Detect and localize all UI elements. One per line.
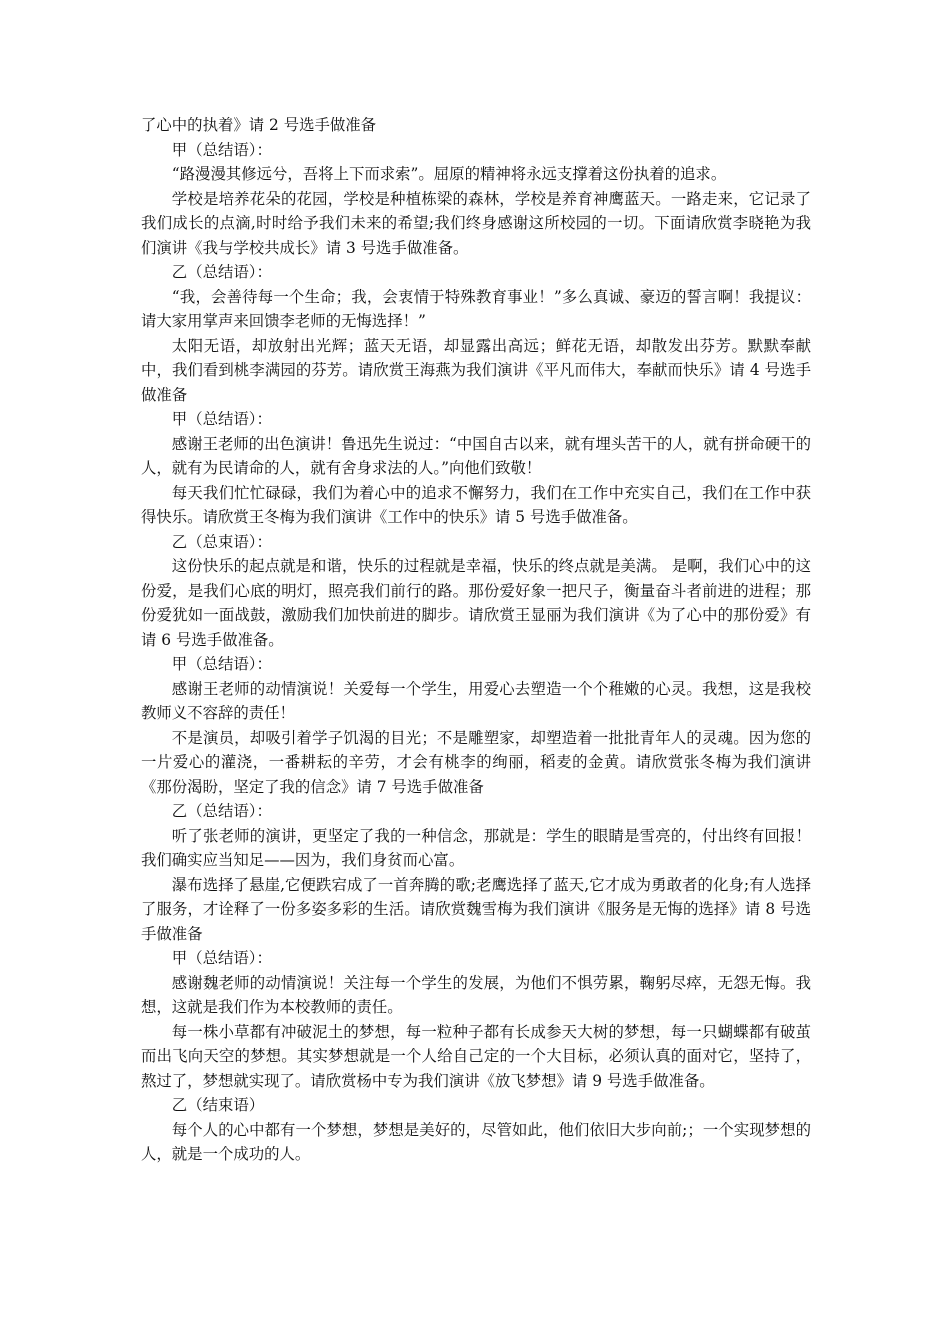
speaker-heading-jia: 甲（总结语）：: [171, 140, 272, 159]
paragraph: 每一株小草都有冲破泥土的梦想，每一粒种子都有长成参天大树的梦想，每一只蝴蝶都有破茧而出飞向天空的梦想。其实梦想就是一个人给自己定的一个大目标，必须认真的面对它，坚持了，熬过了，梦想就实现了。请欣赏杨中专为我们演讲《放飞梦想》请 9 号选手做准备。: [141, 1022, 811, 1090]
paragraph: 瀑布选择了悬崖,它便跌宕成了一首奔腾的歌;老鹰选择了蓝天,它才成为勇敢者的化身;有人选择了服务，才诠释了一份多姿多彩的生活。请欣赏魏雪梅为我们演讲《服务是无悔的选择》请 8 号选手做准备: [141, 875, 811, 943]
paragraph: 太阳无语，却放射出光辉；蓝天无语，却显露出高远；鲜花无语，却散发出芬芳。默默奉献中，我们看到桃李满园的芬芳。请欣赏王海燕为我们演讲《平凡而伟大，奉献而快乐》请 4 号选手做准备: [141, 336, 811, 404]
paragraph-continuation: 了心中的执着》请 2 号选手做准备: [141, 116, 377, 134]
speaker-heading-yi: 乙（总结语）：: [171, 802, 272, 820]
speaker-heading-yi: 乙（总束语）：: [171, 532, 272, 551]
paragraph: 不是演员，却吸引着学子饥渴的目光；不是雕塑家，却塑造着一批批青年人的灵魂。因为您的一片爱心的灌浇，一番耕耘的辛劳，才会有桃李的绚丽，稻麦的金黄。请欣赏张冬梅为我们演讲《那份渴盼，坚定了我的信念》请 7 号选手做准备: [141, 728, 811, 796]
paragraph: “我，会善待每一个生命；我，会衷情于特殊教育事业！”多么真诚、豪迈的誓言啊！我提议：请大家用掌声来回馈李老师的无悔选择！”: [141, 287, 811, 330]
document-page: [141, 113, 811, 1167]
paragraph: 听了张老师的演讲，更坚定了我的一种信念，那就是：学生的眼睛是雪亮的，付出终有回报！我们确实应当知足——因为，我们身贫而心富。: [141, 826, 811, 869]
paragraph: 感谢王老师的出色演讲！鲁迅先生说过：“中国自古以来，就有埋头苦干的人，就有拼命硬干的人，就有为民请命的人，就有舍身求法的人。”向他们致敬！: [141, 434, 811, 477]
paragraph: 每天我们忙忙碌碌，我们为着心中的追求不懈努力，我们在工作中充实自己，我们在工作中获得快乐。请欣赏王冬梅为我们演讲《工作中的快乐》请 5 号选手做准备。: [141, 483, 811, 526]
paragraph: 这份快乐的起点就是和谐，快乐的过程就是幸福，快乐的终点就是美满。 是啊，我们心中的这份爱，是我们心底的明灯，照亮我们前行的路。那份爱好象一把尺子，衡量奋斗者前进的进程；那份爱犹如一面战鼓，激励我们加快前进的脚步。请欣赏王显丽为我们演讲《为了心中的那份爱》有请 6 号选手做准备。: [141, 557, 811, 649]
paragraph: 感谢王老师的动情演说！关爱每一个学生，用爱心去塑造一个个稚嫩的心灵。我想，这是我校教师义不容辞的责任！: [141, 679, 811, 722]
speaker-heading-yi: 乙（总结语）：: [171, 263, 272, 281]
speaker-heading-jia: 甲（总结语）：: [171, 949, 272, 967]
paragraph: “路漫漫其修远兮，吾将上下而求索”。屈原的精神将永远支撑着这份执着的追求。: [171, 165, 727, 183]
paragraph: 感谢魏老师的动情演说！关注每一个学生的发展，为他们不惧劳累，鞠躬尽瘁，无怨无悔。我想，这就是我们作为本校教师的责任。: [141, 973, 811, 1016]
speaker-heading-yi: 乙（结束语）: [171, 1096, 265, 1114]
speaker-heading-jia: 甲（总结语）：: [171, 655, 272, 673]
speaker-heading-jia: 甲（总结语）：: [171, 410, 272, 428]
paragraph: 每个人的心中都有一个梦想，梦想是美好的，尽管如此，他们依旧大步向前;；一个实现梦想的人，就是一个成功的人。: [141, 1120, 811, 1163]
paragraph: 学校是培养花朵的花园，学校是种植栋梁的森林，学校是养育神鹰蓝天。一路走来，它记录了我们成长的点滴,时时给予我们未来的希望;我们终身感谢这所校园的一切。下面请欣赏李晓艳为我们演讲《我与学校共成长》请 3 号选手做准备。: [141, 189, 811, 257]
